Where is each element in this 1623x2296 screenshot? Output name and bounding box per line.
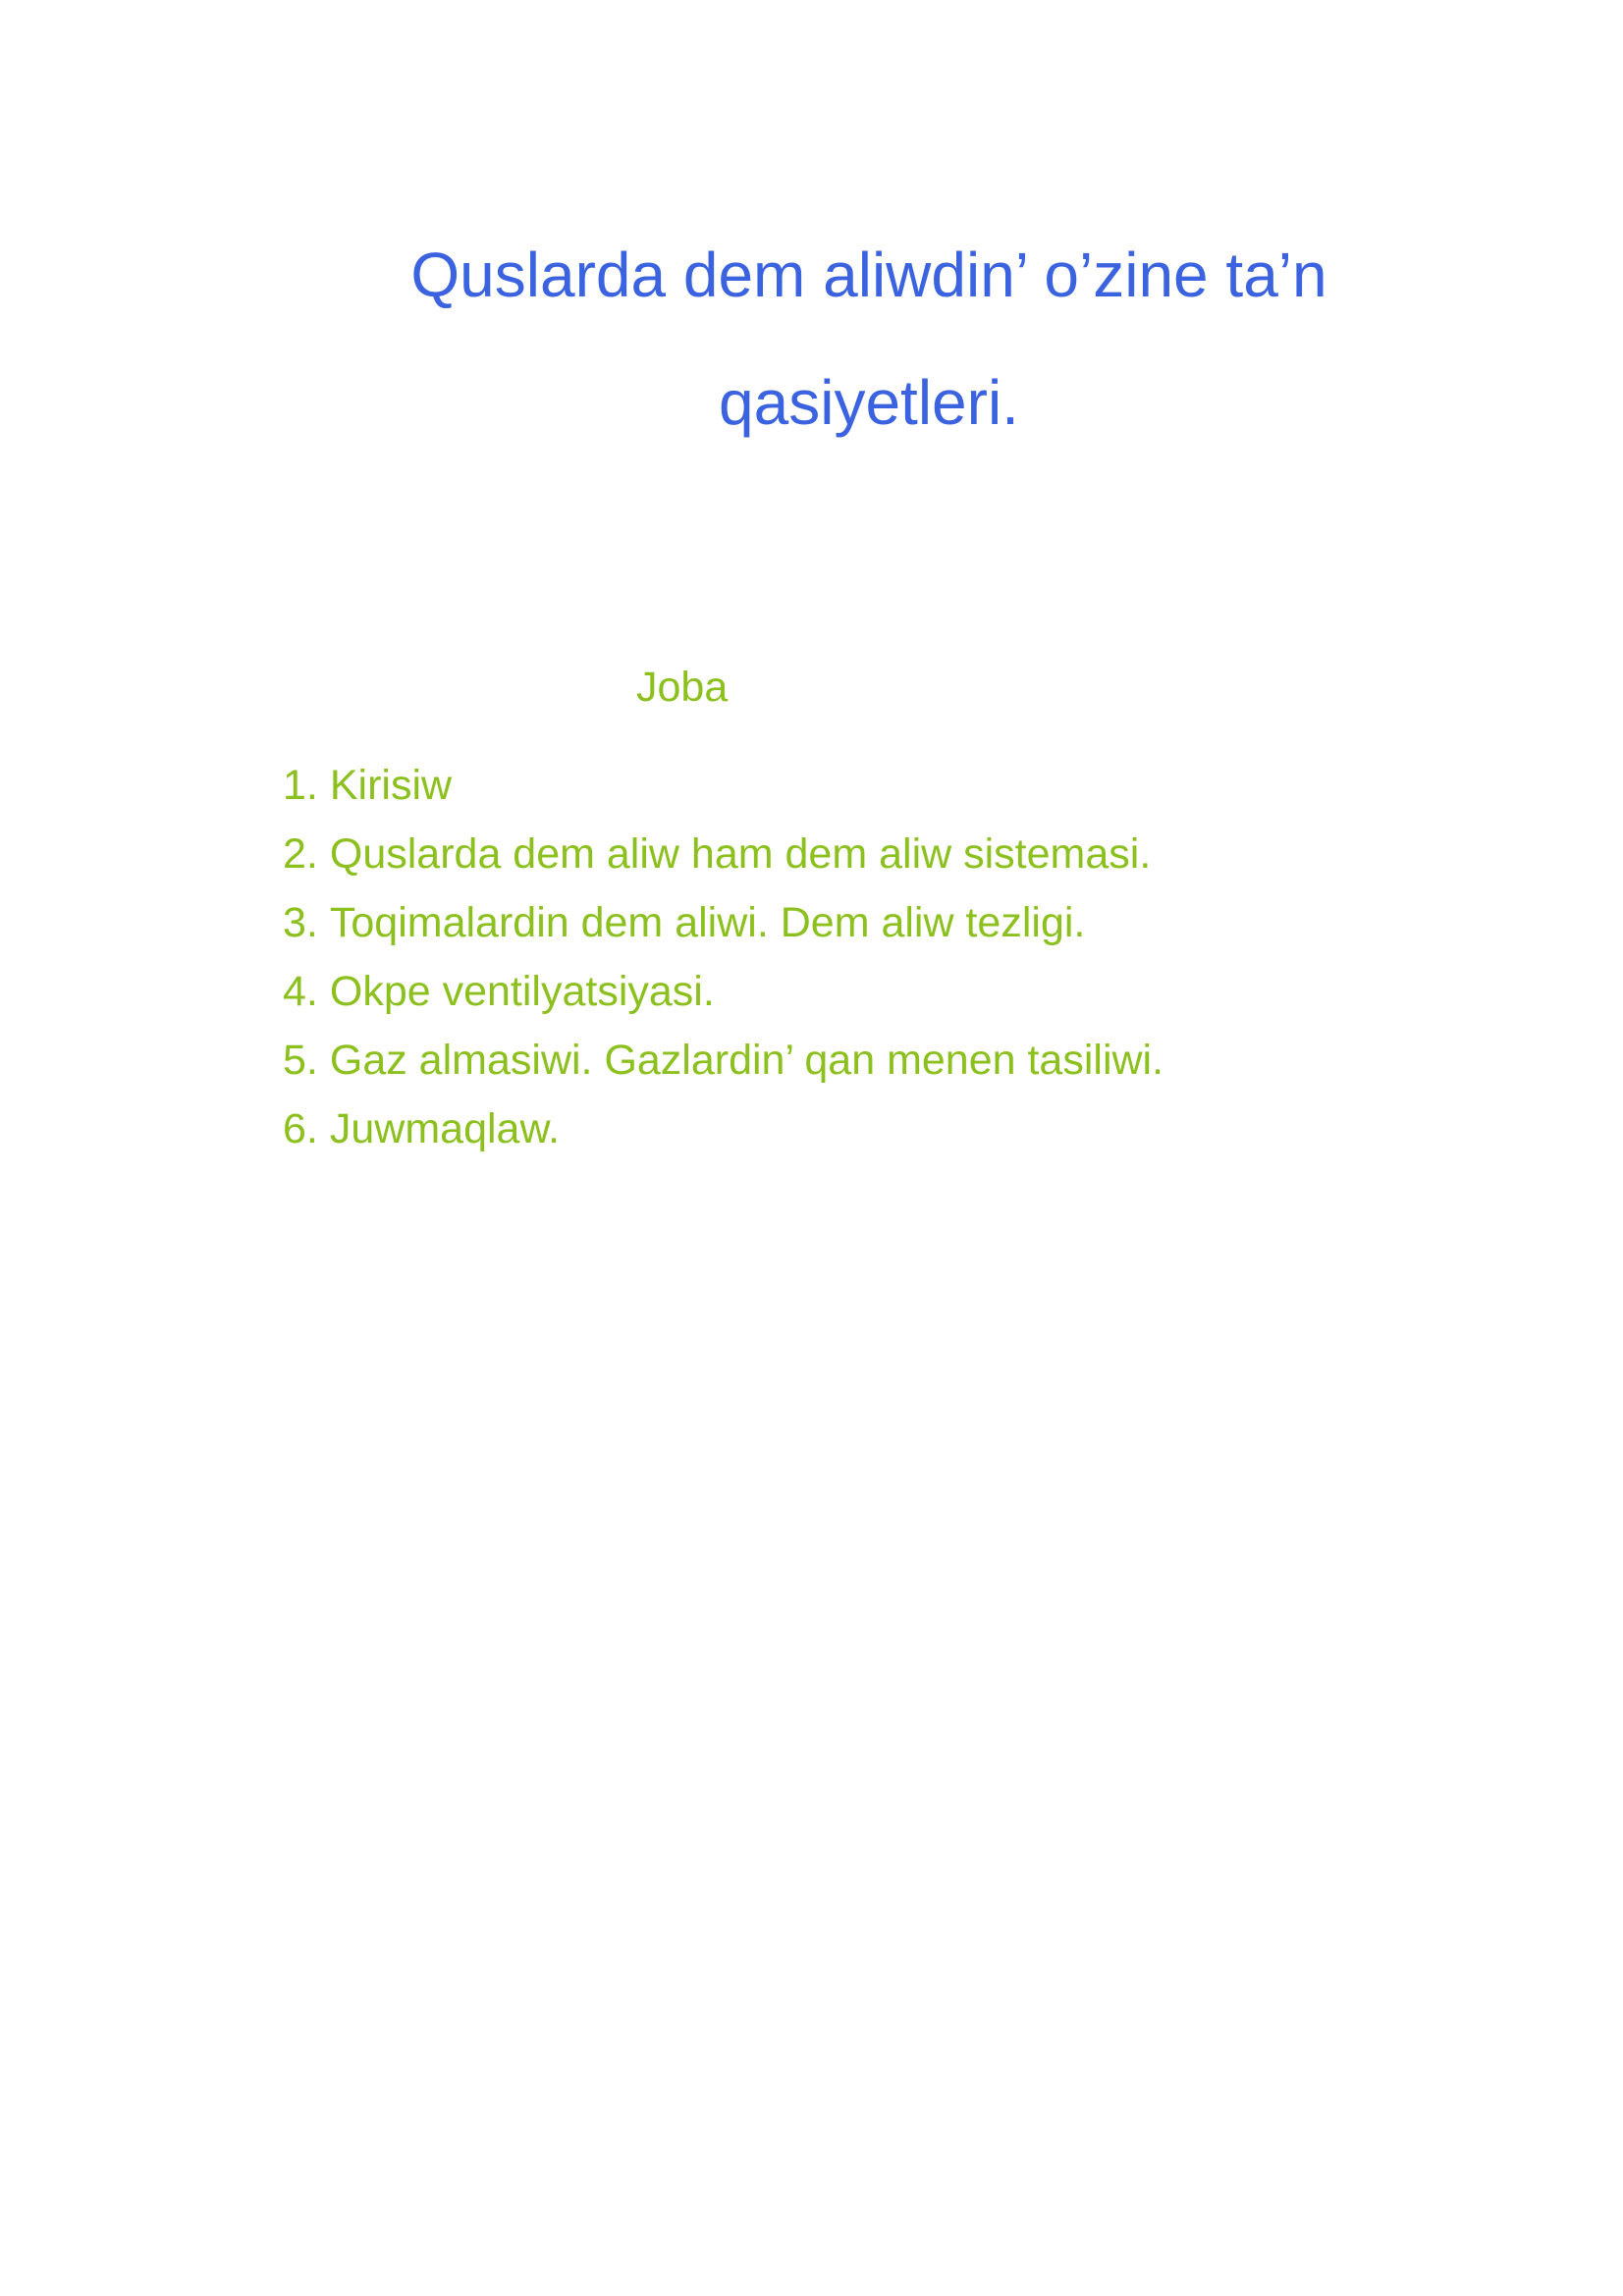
plan-item-number: 6.	[283, 1105, 318, 1152]
plan-item-number: 1.	[283, 762, 318, 809]
plan-item-4	[283, 960, 1163, 1029]
plan-item-text: Toqimalardin dem aliwi. Dem aliw tezligi.	[329, 899, 1086, 946]
plan-item-number: 3.	[283, 899, 318, 946]
plan-item-number: 5.	[283, 1037, 318, 1084]
plan-item-number: 4.	[283, 968, 318, 1015]
plan-item-text: Gaz almasiwi. Gazlardin’ qan menen tasiliwi.	[329, 1037, 1164, 1084]
plan-item-1	[283, 754, 1163, 823]
title-line-1: Quslarda dem aliwdin’ o’zine ta’n	[410, 240, 1327, 310]
title-line-2: qasiyetleri.	[719, 367, 1019, 438]
plan-list	[283, 754, 1163, 1166]
plan-item-number: 2.	[283, 830, 318, 878]
plan-item-5	[283, 1029, 1163, 1097]
plan-item-3	[283, 891, 1163, 960]
plan-item-text: Quslarda dem aliw ham dem aliw sistemasi.	[329, 830, 1152, 878]
plan-heading: Joba	[636, 664, 729, 711]
plan-item-text: Okpe ventilyatsiyasi.	[329, 968, 715, 1015]
plan-item-6	[283, 1097, 1163, 1166]
document-title	[265, 211, 1473, 466]
plan-item-2	[283, 823, 1163, 891]
plan-item-text: Kirisiw	[329, 762, 453, 809]
plan-item-text: Juwmaqlaw.	[329, 1105, 561, 1152]
